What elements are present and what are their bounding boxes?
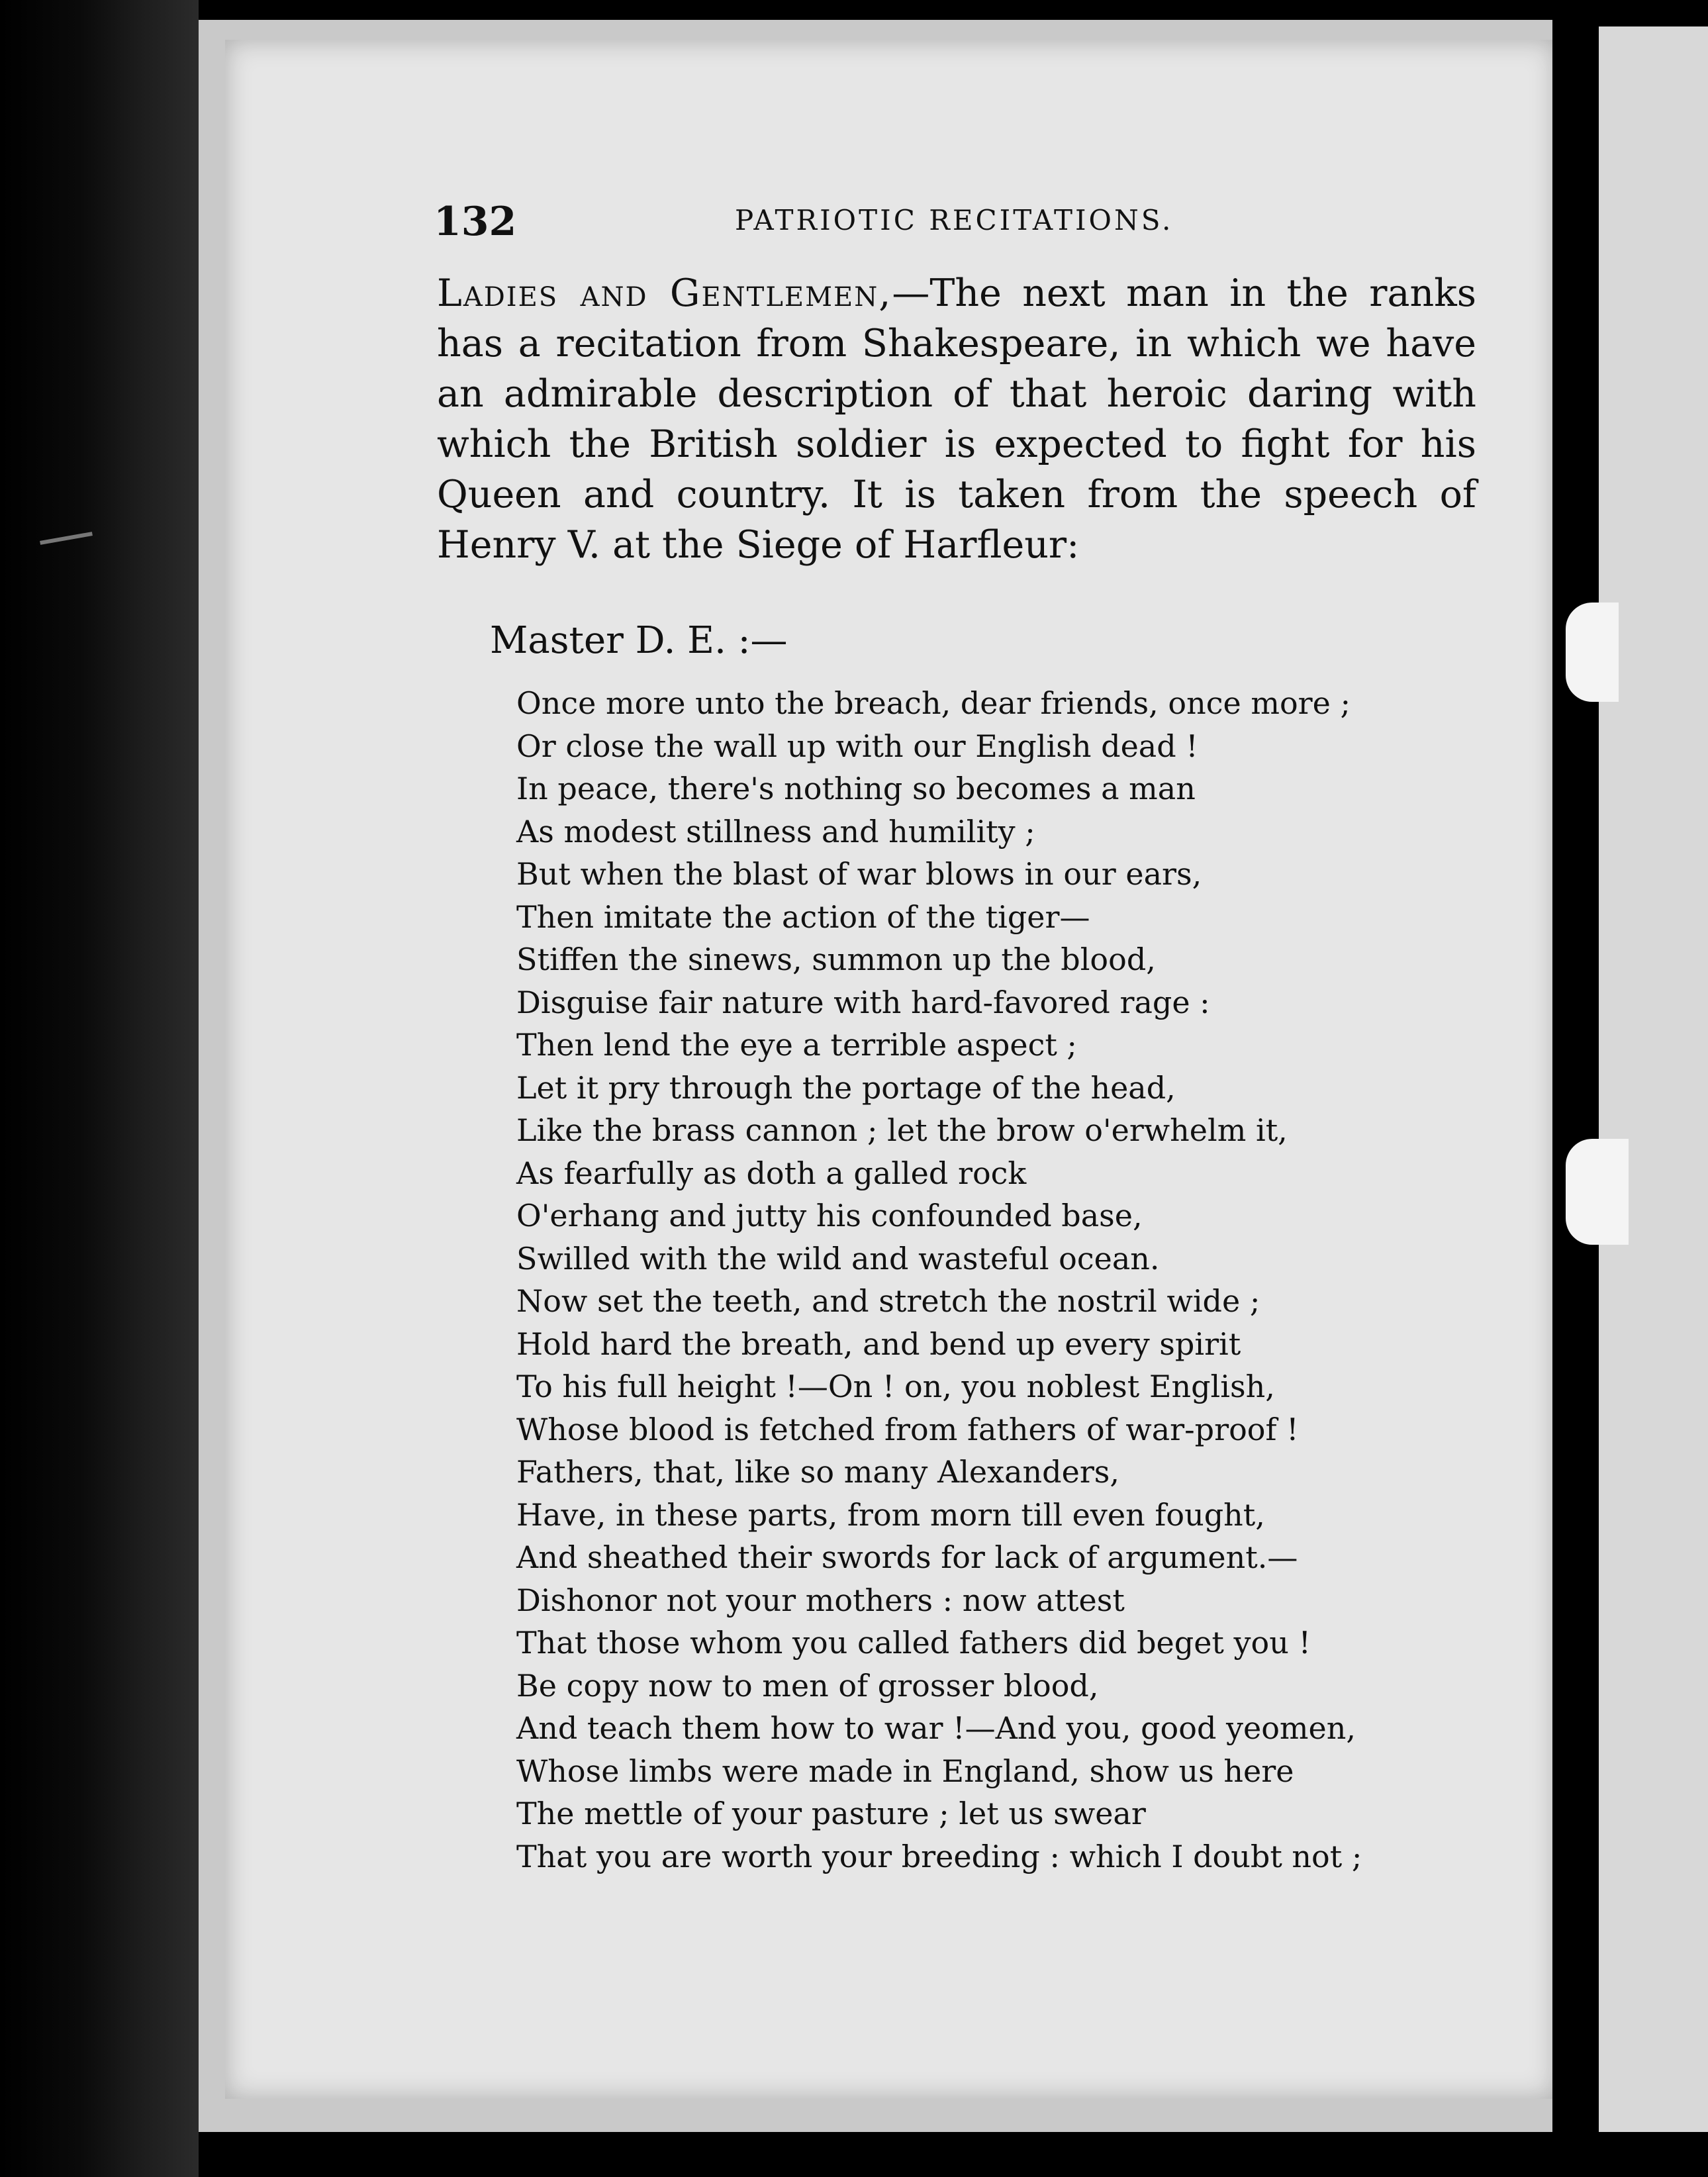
verse-line: Dishonor not your mothers : now attest	[516, 1582, 1125, 1618]
left-book-edge	[0, 0, 199, 2177]
verse-line: Disguise fair nature with hard-favored rage :	[516, 984, 1210, 1020]
verse-line: Swilled with the wild and wasteful ocean.	[516, 1240, 1160, 1277]
verse-line: Stiffen the sinews, summon up the blood,	[516, 942, 1156, 977]
page-tab	[1566, 1139, 1629, 1245]
verse-line: As fearfully as doth a galled rock	[516, 1155, 1027, 1191]
verse	[516, 682, 1476, 1878]
page-number: 132	[434, 199, 517, 245]
verse-line: In peace, there's nothing so becomes a man	[516, 771, 1196, 806]
verse-line: Once more unto the breach, dear friends, once more ;	[516, 685, 1351, 721]
verse-line: Like the brass cannon ; let the brow o'erwhelm it,	[516, 1112, 1288, 1148]
verse-line: Have, in these parts, from morn till even fought,	[516, 1496, 1265, 1533]
verse-line: To his full height !—On ! on, you noblest English,	[516, 1369, 1275, 1404]
verse-line: And sheathed their swords for lack of argument.—	[516, 1539, 1298, 1575]
verse-line: Hold hard the breath, and bend up every spirit	[516, 1326, 1241, 1362]
verse-line: Be copy now to men of grosser blood,	[516, 1667, 1099, 1704]
intro-text: —The next man in the ranks has a recitation from Shakespeare, in which we have an admirable description of that heroic daring with which the British soldier is expected to fight for his Queen and country. It is taken from the speech of Henry V. at the Siege of Harfleur:	[437, 271, 1476, 567]
verse-line: Then lend the eye a terrible aspect ;	[516, 1027, 1077, 1063]
facing-page-edge	[1599, 26, 1708, 2132]
verse-line: That those whom you called fathers did beget you !	[516, 1625, 1311, 1661]
intro-paragraph	[437, 268, 1476, 570]
book-spine-shadow	[1552, 0, 1599, 2177]
verse-line: Whose limbs were made in England, show us here	[516, 1753, 1294, 1789]
running-title: PATRIOTIC RECITATIONS.	[735, 204, 1174, 236]
verse-line: As modest stillness and humility ;	[516, 813, 1035, 849]
verse-line: Now set the teeth, and stretch the nostril wide ;	[516, 1283, 1260, 1319]
verse-line: But when the blast of war blows in our ears,	[516, 856, 1202, 892]
verse-line: Let it pry through the portage of the head,	[516, 1069, 1176, 1106]
verse-line: Then imitate the action of the tiger—	[516, 898, 1090, 935]
verse-line: O'erhang and jutty his confounded base,	[516, 1198, 1143, 1234]
verse-line: That you are worth your breeding : which I doubt not ;	[516, 1838, 1362, 1874]
verse-line: Fathers, that, like so many Alexanders,	[516, 1454, 1120, 1490]
running-head	[434, 199, 1215, 252]
page-tab	[1566, 603, 1619, 702]
verse-line: Or close the wall up with our English dead !	[516, 728, 1198, 764]
speaker-line: Master D. E. :—	[490, 619, 788, 662]
verse-line: The mettle of your pasture ; let us swear	[516, 1796, 1146, 1831]
verse-line: And teach them how to war !—And you, good yeomen,	[516, 1710, 1356, 1746]
verse-line: Whose blood is fetched from fathers of war-proof !	[516, 1411, 1299, 1447]
intro-lead: Ladies and Gentlemen,	[437, 271, 892, 315]
